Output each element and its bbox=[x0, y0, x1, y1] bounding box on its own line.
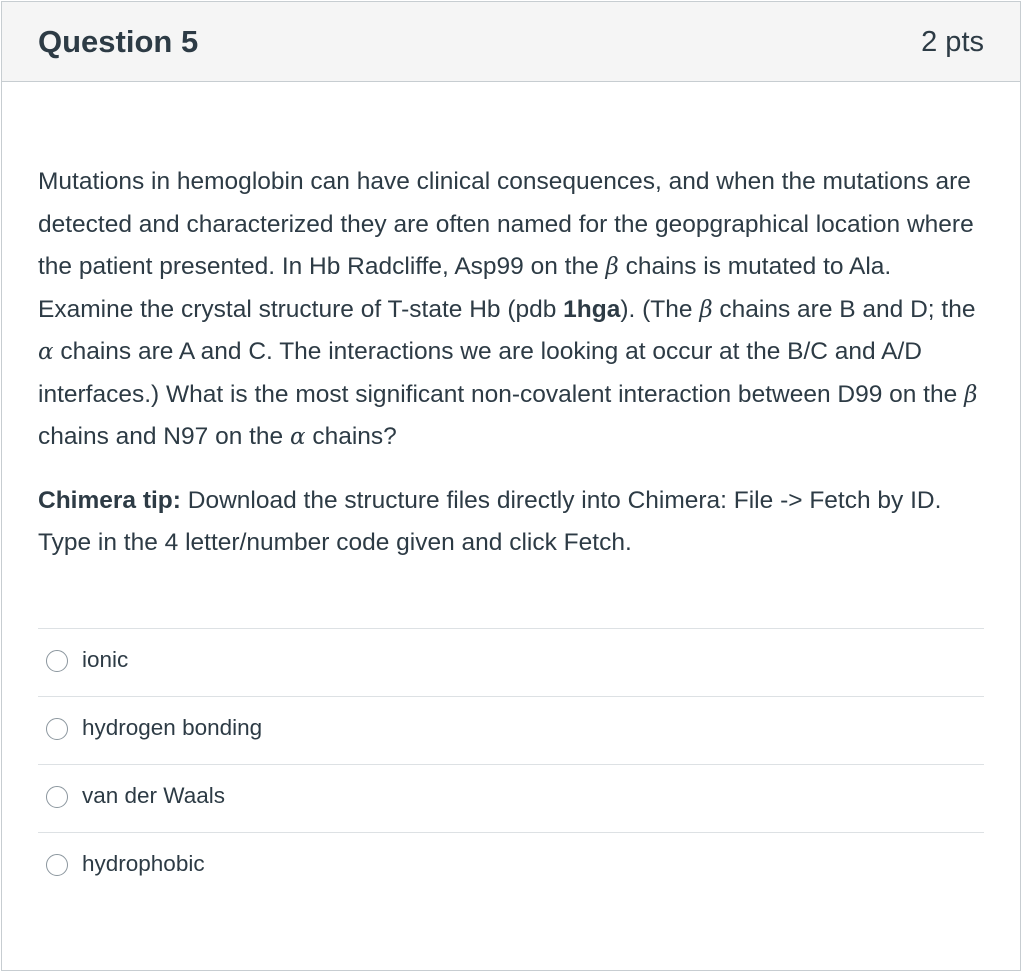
beta-symbol: β bbox=[964, 381, 978, 408]
answer-label[interactable]: van der Waals bbox=[82, 782, 225, 808]
question-text-part: chains is mutated to Ala. Examine the crystal structure of T-state Hb (pdb bbox=[38, 253, 892, 323]
answer-option-hydrogen-bonding[interactable] bbox=[38, 697, 984, 765]
question-text-part: chains and N97 on the bbox=[38, 423, 290, 450]
question-card bbox=[1, 1, 1021, 971]
answer-label[interactable]: hydrogen bonding bbox=[82, 714, 263, 740]
question-content bbox=[2, 161, 1020, 900]
question-header bbox=[2, 2, 1020, 82]
chimera-tip bbox=[38, 480, 984, 565]
answer-label[interactable]: hydrophobic bbox=[82, 850, 205, 876]
question-title: Question 5 bbox=[38, 24, 199, 59]
question-text-part: Mutations in hemoglobin can have clinical consequences, and when the mutations are detected and characterized they are often named for the geopgraphical location where the patient presented. In Hb Radcliffe, Asp99 on the bbox=[38, 168, 974, 280]
question-text-part: chains are A and C. The interactions we are looking at occur at the B/C and A/D interfaces.) What is the most significant non-covalent interaction between D99 on the bbox=[38, 338, 965, 408]
answer-list bbox=[38, 628, 984, 900]
question-text-part: ). (The bbox=[620, 295, 700, 323]
alpha-symbol: α bbox=[38, 339, 54, 365]
chimera-tip-label: Chimera tip: bbox=[38, 486, 181, 514]
question-text-part: chains? bbox=[305, 423, 397, 450]
radio-button[interactable] bbox=[46, 718, 68, 740]
answer-option-hydrophobic[interactable] bbox=[38, 833, 984, 900]
radio-button[interactable] bbox=[46, 650, 68, 672]
answer-option-van-der-waals[interactable] bbox=[38, 765, 984, 833]
beta-symbol: β bbox=[605, 254, 619, 280]
beta-symbol: β bbox=[699, 296, 713, 323]
radio-button[interactable] bbox=[46, 854, 68, 876]
question-text-part: chains are B and D; the bbox=[712, 295, 976, 323]
answer-label[interactable]: ionic bbox=[82, 646, 129, 672]
question-points: 2 pts bbox=[921, 26, 984, 58]
radio-button[interactable] bbox=[46, 786, 68, 808]
chimera-tip-text: Download the structure files directly into Chimera: File -> Fetch by ID. Type in the 4 letter/number code given and click Fetch. bbox=[38, 486, 942, 556]
question-text bbox=[38, 161, 984, 459]
answer-option-ionic[interactable] bbox=[38, 629, 984, 697]
pdb-code: 1hga bbox=[563, 295, 621, 323]
alpha-symbol: α bbox=[290, 424, 306, 450]
